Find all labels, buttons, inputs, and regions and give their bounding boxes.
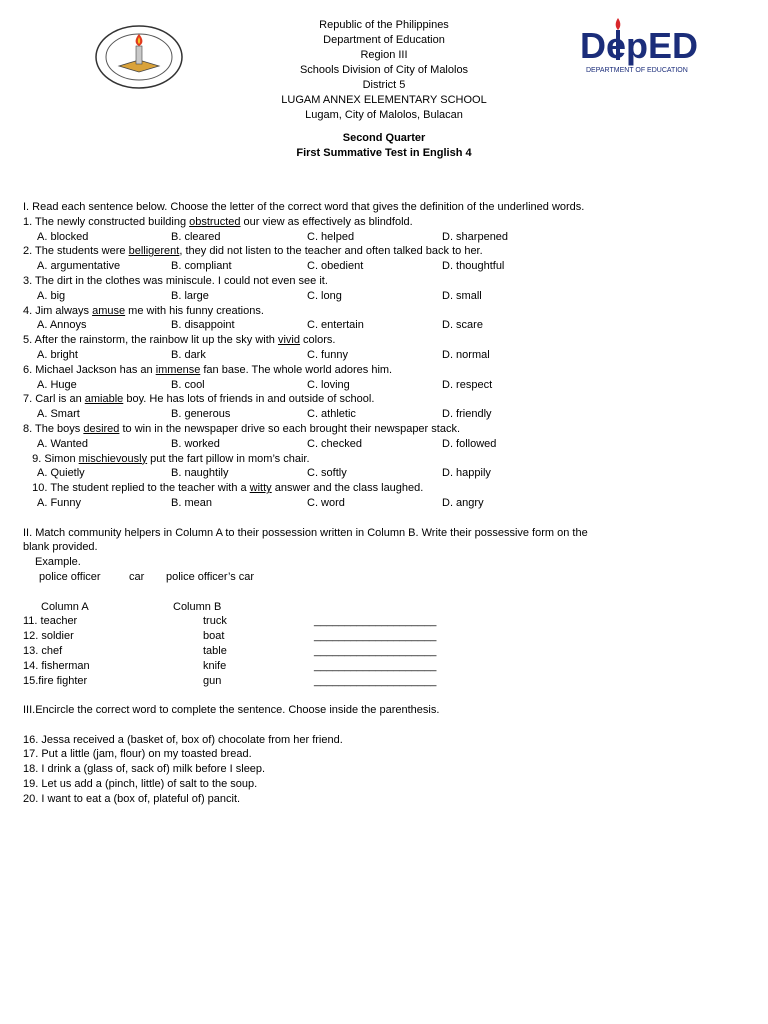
question-text: 7. Carl is an: [23, 393, 85, 406]
answer-blank[interactable]: ____________________: [314, 674, 437, 687]
answer-option: A. Quietly: [37, 467, 85, 480]
example-possession: car: [129, 570, 145, 583]
answer-option: C. entertain: [307, 319, 364, 332]
encircle-item: 17. Put a little (jam, flour) on my toasted bread.: [23, 748, 252, 761]
example-label: Example.: [35, 556, 81, 569]
question-6: [23, 363, 753, 378]
svg-text:DepED: DepED: [580, 25, 699, 66]
example-answer: police officer’s car: [166, 570, 255, 583]
part3-instruction: III.Encircle the correct word to complete the sentence. Choose inside the parenthesis.: [23, 704, 440, 717]
question-text: 6. Michael Jackson has an: [23, 363, 156, 376]
answer-blank[interactable]: ____________________: [314, 630, 437, 643]
question-text: answer and the class laughed.: [271, 482, 424, 495]
question-5: [23, 333, 753, 348]
question-7: [23, 392, 753, 407]
answer-option: D. followed: [442, 437, 497, 450]
column-b-item: gun: [203, 674, 222, 687]
part3-items: [23, 733, 753, 807]
column-b-item: truck: [203, 615, 227, 628]
underlined-word: obstructed: [189, 215, 241, 228]
answer-option: A. Funny: [37, 496, 82, 509]
answer-option: D. angry: [442, 496, 484, 509]
answer-option: B. mean: [171, 496, 212, 509]
answer-option: C. athletic: [307, 408, 356, 421]
answer-option: C. long: [307, 289, 342, 302]
column-b-item: boat: [203, 630, 225, 643]
answer-option: C. helped: [307, 230, 355, 243]
answer-options: [23, 466, 753, 481]
answer-option: B. worked: [171, 437, 220, 450]
match-row: [23, 674, 753, 689]
part2-instruction: blank provided.: [23, 541, 98, 554]
answer-option: D. normal: [442, 348, 490, 361]
school-address: Lugam, City of Malolos, Bulacan: [305, 109, 463, 121]
column-headers: [23, 600, 753, 615]
encircle-item: 18. I drink a (glass of, sack of) milk before I sleep.: [23, 763, 266, 776]
underlined-word: belligerent: [128, 245, 180, 258]
answer-options: [23, 318, 753, 333]
question-text: put the fart pillow in mom’s chair.: [147, 452, 310, 465]
school-name: LUGAM ANNEX ELEMENTARY SCHOOL: [281, 94, 487, 106]
column-b-item: knife: [203, 659, 227, 672]
answer-option: B. dark: [171, 348, 206, 361]
question-text: 4. Jim always: [23, 304, 93, 317]
answer-blank[interactable]: ____________________: [314, 615, 437, 628]
question-text: colors.: [299, 334, 336, 347]
column-b-header: Column B: [173, 600, 222, 613]
match-row: [23, 659, 753, 674]
column-a-item: 15.fire fighter: [23, 674, 88, 687]
question-text: boy. He has lots of friends in and outside of school.: [123, 393, 375, 406]
answer-options: [23, 348, 753, 363]
answer-option: A. blocked: [37, 230, 89, 243]
header-line: Region III: [360, 49, 408, 61]
question-text: 8. The boys: [23, 422, 84, 435]
answer-option: B. generous: [171, 408, 231, 421]
question-4: [23, 304, 753, 319]
question-text: to win in the newspaper drive so each brought their newspaper stack.: [119, 422, 461, 435]
question-8: [23, 422, 753, 437]
answer-option: C. loving: [307, 378, 350, 391]
answer-options: [23, 437, 753, 452]
question-text: 3. The dirt in the clothes was miniscule. I could not even see it.: [23, 274, 328, 287]
answer-option: C. softly: [307, 467, 347, 480]
answer-options: [23, 230, 753, 245]
example-row: [23, 570, 753, 585]
question-1: [23, 215, 753, 230]
underlined-word: amiable: [84, 393, 124, 406]
underlined-word: mischievously: [78, 452, 148, 465]
column-a-item: 13. chef: [23, 644, 63, 657]
match-row: [23, 614, 753, 629]
answer-option: A. Huge: [37, 378, 77, 391]
answer-options: [23, 496, 753, 511]
underlined-word: witty: [249, 482, 272, 495]
answer-option: D. respect: [442, 378, 493, 391]
question-text: me with his funny creations.: [125, 304, 264, 317]
question-text: , they did not listen to the teacher and often talked back to her.: [179, 245, 483, 258]
answer-option: A. big: [37, 289, 66, 302]
question-text: our view as effectively as blindfold.: [240, 215, 413, 228]
underlined-word: amuse: [92, 304, 126, 317]
header-line: District 5: [362, 79, 406, 91]
answer-options: [23, 407, 753, 422]
part1-instruction: I. Read each sentence below. Choose the letter of the correct word that gives the definition of the underlined words.: [23, 201, 585, 213]
answer-option: A. Annoys: [37, 319, 87, 332]
answer-option: B. compliant: [171, 260, 232, 273]
answer-blank[interactable]: ____________________: [314, 659, 437, 672]
question-text: 1. The newly constructed building: [23, 215, 190, 228]
part1-items: [23, 215, 753, 511]
question-text: 9. Simon: [23, 452, 79, 465]
answer-option: D. scare: [442, 319, 483, 332]
column-a-item: 12. soldier: [23, 630, 74, 643]
question-text: fan base. The whole world adores him.: [200, 363, 393, 376]
answer-option: C. checked: [307, 437, 363, 450]
answer-options: [23, 378, 753, 393]
answer-option: D. thoughtful: [442, 260, 505, 273]
answer-option: B. large: [171, 289, 209, 302]
question-text: 2. The students were: [23, 245, 129, 258]
encircle-item: 19. Let us add a (pinch, little) of salt to the soup.: [23, 778, 258, 791]
answer-option: B. cleared: [171, 230, 221, 243]
question-10: [23, 481, 753, 496]
underlined-word: vivid: [277, 334, 300, 347]
answer-options: [23, 259, 753, 274]
question-text: 10. The student replied to the teacher with a: [23, 482, 250, 495]
example-helper: police officer: [39, 570, 101, 583]
match-row: [23, 644, 753, 659]
answer-option: A. bright: [37, 348, 78, 361]
answer-option: D. sharpened: [442, 230, 509, 243]
underlined-word: immense: [155, 363, 201, 376]
answer-option: D. happily: [442, 467, 491, 480]
document-header: [0, 18, 768, 161]
answer-option: B. disappoint: [171, 319, 235, 332]
answer-option: D. friendly: [442, 408, 492, 421]
answer-option: C. word: [307, 496, 345, 509]
part2-rows: [23, 614, 753, 688]
column-b-item: table: [203, 644, 227, 657]
svg-text:DEPARTMENT OF EDUCATION: DEPARTMENT OF EDUCATION: [586, 67, 688, 74]
header-line: Republic of the Philippines: [319, 19, 449, 31]
answer-option: C. funny: [307, 348, 348, 361]
answer-option: A. Wanted: [37, 437, 88, 450]
answer-option: C. obedient: [307, 260, 364, 273]
column-a-item: 11. teacher: [23, 615, 78, 628]
underlined-word: desired: [83, 422, 120, 435]
question-9: [23, 452, 753, 467]
encircle-item: 16. Jessa received a (basket of, box of) chocolate from her friend.: [23, 733, 343, 746]
question-2: [23, 244, 753, 259]
part2-instruction: II. Match community helpers in Column A to their possession written in Column B. Write their possessive form on the: [23, 526, 588, 539]
column-a-item: 14. fisherman: [23, 659, 90, 672]
answer-blank[interactable]: ____________________: [314, 644, 437, 657]
question-text: 5. After the rainstorm, the rainbow lit up the sky with: [23, 334, 278, 347]
answer-option: B. cool: [171, 378, 205, 391]
test-title: First Summative Test in English 4: [296, 147, 472, 159]
match-row: [23, 629, 753, 644]
answer-option: A. argumentative: [37, 260, 121, 273]
question-3: [23, 274, 753, 289]
quarter-label: Second Quarter: [342, 132, 426, 144]
answer-options: [23, 289, 753, 304]
answer-option: A. Smart: [37, 408, 80, 421]
column-a-header: Column A: [41, 600, 89, 613]
header-line: Schools Division of City of Malolos: [299, 64, 469, 76]
encircle-item: 20. I want to eat a (box of, plateful of) pancit.: [23, 792, 241, 805]
header-line: Department of Education: [323, 34, 445, 46]
answer-option: B. naughtily: [171, 467, 229, 480]
answer-option: D. small: [442, 289, 482, 302]
test-body: [23, 200, 753, 807]
